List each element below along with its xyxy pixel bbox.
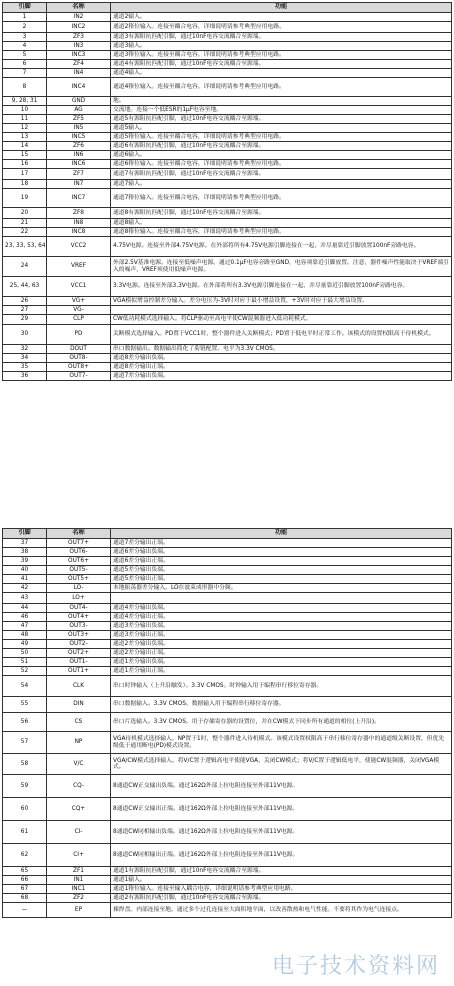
pin-number: 38 xyxy=(3,548,47,557)
table-row xyxy=(3,363,452,372)
table-row xyxy=(3,97,452,106)
pin-function: 8通道CW同相输出正端。通过162Ω外部上拉电阻连接至外部11V电源。 xyxy=(111,844,452,867)
pin-number: 60 xyxy=(3,798,47,821)
header-pin: 引脚 xyxy=(3,529,47,539)
pin-name: AG xyxy=(47,106,111,115)
table-row xyxy=(3,354,452,363)
pin-function: 通道5箝位输入。连接至耦合电容，详细说明请参考典型应用电路。 xyxy=(111,133,452,142)
table-row xyxy=(3,640,452,649)
pin-function: 通道8差分输出负端。 xyxy=(111,354,452,363)
table-row xyxy=(3,237,452,257)
table-row xyxy=(3,548,452,557)
pin-number: — xyxy=(3,903,47,918)
pin-number: 42 xyxy=(3,584,47,593)
pin-number: 25, 44, 63 xyxy=(3,277,47,297)
pin-function: 通道1有源阻抗匹配引脚，通过10nF电容交流耦合至源端。 xyxy=(111,867,452,876)
pin-number: 35 xyxy=(3,363,47,372)
pin-number: 43 xyxy=(3,593,47,604)
pin-name: INC7 xyxy=(47,189,111,208)
pin-name: OUT1- xyxy=(47,658,111,667)
table-row xyxy=(3,821,452,844)
table-row xyxy=(3,539,452,548)
pin-function: 通道1输入。 xyxy=(111,876,452,885)
pin-function: 串口数据输出。数据输出简化了菊链配置。电平为3.3V CMOS。 xyxy=(111,345,452,354)
pin-function: 通道6有源阻抗匹配引脚，通过10nF电容交流耦合至源端。 xyxy=(111,142,452,151)
table-row xyxy=(3,219,452,228)
pin-number: 54 xyxy=(3,676,47,697)
pin-function: 通道2有源阻抗匹配引脚，通过10nF电容交流耦合至源端。 xyxy=(111,894,452,903)
pin-number: 44 xyxy=(3,604,47,613)
pin-name: ZF1 xyxy=(47,867,111,876)
pin-function: 通道8输入。 xyxy=(111,219,452,228)
pin-function: 通道6差分输出负端。 xyxy=(111,548,452,557)
pin-function: 地。 xyxy=(111,97,452,106)
pin-number: 47 xyxy=(3,622,47,631)
pin-name: IN1 xyxy=(47,876,111,885)
pin-function: 通道3差分输出正端。 xyxy=(111,631,452,640)
table-row xyxy=(3,13,452,22)
pin-number: 46 xyxy=(3,613,47,622)
pin-number: 67 xyxy=(3,885,47,894)
pin-function: 8通道CW同相输出负端。通过162Ω外部上拉电阻连接至外部11V电源。 xyxy=(111,821,452,844)
pin-name: ZF7 xyxy=(47,169,111,180)
pin-name: ZF3 xyxy=(47,33,111,42)
pin-number: 61 xyxy=(3,821,47,844)
pin-name: CLK xyxy=(47,676,111,697)
pin-function: 通道7箝位输入。连接至耦合电容，详细说明请参考典型应用电路。 xyxy=(111,189,452,208)
pin-function: 通道7差分输出正端。 xyxy=(111,539,452,548)
pin-function: 通道6输入。 xyxy=(111,151,452,160)
pin-name: IN4 xyxy=(47,69,111,78)
table-row xyxy=(3,754,452,775)
pin-function: 通道3输入。 xyxy=(111,42,452,51)
pin-name: INC1 xyxy=(47,885,111,894)
table-row xyxy=(3,189,452,208)
pin-number: 52 xyxy=(3,667,47,676)
pin-number: 65 xyxy=(3,867,47,876)
pin-function: 通道1差分输出正端。 xyxy=(111,667,452,676)
pin-name: LO- xyxy=(47,584,111,593)
pin-function: 通道2输入。 xyxy=(111,13,452,22)
table-row xyxy=(3,315,452,325)
table-row xyxy=(3,60,452,69)
pin-function: 串口时钟输入（上升沿触发）。3.3V CMOS。时钟输入用于编程串行移位寄存器。 xyxy=(111,676,452,697)
pin-number: 56 xyxy=(3,713,47,732)
header-function: 功能 xyxy=(111,3,452,13)
table-row xyxy=(3,372,452,381)
pin-number: 23, 33, 53, 64 xyxy=(3,237,47,257)
pin-function xyxy=(111,306,452,315)
table-row xyxy=(3,894,452,903)
table-row xyxy=(3,345,452,354)
pin-name: IN5 xyxy=(47,124,111,133)
pin-number: 8 xyxy=(3,78,47,97)
table-row xyxy=(3,613,452,622)
pin-number: 11 xyxy=(3,115,47,124)
pin-number: 59 xyxy=(3,775,47,798)
pin-name: VG- xyxy=(47,306,111,315)
pin-number: 1 xyxy=(3,13,47,22)
pin-name: CLP xyxy=(47,315,111,325)
pin-function: VGA模拟增益控制差分输入。差分电压为-3V时对应于最小增益设置，+3V时对应于最大增益设置。 xyxy=(111,297,452,306)
pin-number: 66 xyxy=(3,876,47,885)
table-row xyxy=(3,297,452,306)
pin-number: 62 xyxy=(3,844,47,867)
pin-function: 通道5输入。 xyxy=(111,124,452,133)
pin-number: 18 xyxy=(3,180,47,189)
pin-number: 34 xyxy=(3,354,47,363)
table-row xyxy=(3,277,452,297)
pin-number: 20 xyxy=(3,208,47,219)
pin-name: CS xyxy=(47,713,111,732)
pin-number: 37 xyxy=(3,539,47,548)
table-row xyxy=(3,604,452,613)
pin-name: IN8 xyxy=(47,219,111,228)
pin-name: OUT1+ xyxy=(47,667,111,676)
pin-function: CW低功耗模式选择输入。将CLP驱动至高电平使CW混频器进入低功耗模式。 xyxy=(111,315,452,325)
pin-number: 7 xyxy=(3,69,47,78)
pin-name: OUT3+ xyxy=(47,631,111,640)
pin-name: ZF8 xyxy=(47,208,111,219)
pin-number: 14 xyxy=(3,142,47,151)
pin-function: 通道8有源阻抗匹配引脚，通过10nF电容交流耦合至源端。 xyxy=(111,208,452,219)
pin-name: INC6 xyxy=(47,160,111,169)
pin-name: IN7 xyxy=(47,180,111,189)
pin-name: ZF2 xyxy=(47,894,111,903)
pin-name: OUT5- xyxy=(47,566,111,575)
pin-name: OUT4- xyxy=(47,604,111,613)
table-row xyxy=(3,667,452,676)
pin-name: GND xyxy=(47,97,111,106)
table-row xyxy=(3,306,452,315)
table-row xyxy=(3,78,452,97)
table-row xyxy=(3,22,452,33)
pin-function: 通道2差分输出负端。 xyxy=(111,640,452,649)
pin-function: 通道2差分输出正端。 xyxy=(111,649,452,658)
pin-name: VCC2 xyxy=(47,237,111,257)
table-row xyxy=(3,325,452,345)
pin-function: 通道5差分输出负端。 xyxy=(111,566,452,575)
table-row xyxy=(3,133,452,142)
pin-number: 51 xyxy=(3,658,47,667)
pin-function: 通道3箝位输入。连接至耦合电容，详细说明请参考典型应用电路。 xyxy=(111,51,452,60)
pin-name: NP xyxy=(47,732,111,754)
pin-function: 通道4差分输出正端。 xyxy=(111,613,452,622)
table-row xyxy=(3,169,452,180)
table-header-row xyxy=(3,529,452,539)
pin-number: 40 xyxy=(3,566,47,575)
table-row xyxy=(3,885,452,894)
pin-number: 9, 28, 31 xyxy=(3,97,47,106)
pin-function: 交流地。连接一个低ESR的1μF电容至地。 xyxy=(111,106,452,115)
pin-name: OUT2+ xyxy=(47,649,111,658)
pin-function: 通道4箝位输入。连接至耦合电容，详细说明请参考典型应用电路。 xyxy=(111,78,452,97)
pin-number: 10 xyxy=(3,106,47,115)
pin-function: 通道5差分输出正端。 xyxy=(111,575,452,584)
pin-number: 2 xyxy=(3,22,47,33)
pin-function: 4.75V电源。连接至外部4.75V电源。在外部将所有4.75V电源引脚连接在一起，并尽量靠近引脚放置100nF旁路电容。 xyxy=(111,237,452,257)
pin-name: ZF5 xyxy=(47,115,111,124)
table-row xyxy=(3,713,452,732)
pin-number: 49 xyxy=(3,640,47,649)
pin-function: 8通道CW正交输出负端。通过162Ω外部上拉电阻连接至外部11V电源。 xyxy=(111,775,452,798)
pin-name: OUT7+ xyxy=(47,539,111,548)
table-row xyxy=(3,798,452,821)
pin-name: V/C xyxy=(47,754,111,775)
pin-name: EP xyxy=(47,903,111,918)
pin-name: INC4 xyxy=(47,78,111,97)
pin-function: 通道8箝位输入。连接至耦合电容，详细说明请参考典型应用电路。 xyxy=(111,228,452,237)
table-row xyxy=(3,208,452,219)
table-row xyxy=(3,593,452,604)
table-row xyxy=(3,115,452,124)
table-row xyxy=(3,557,452,566)
pin-number: 58 xyxy=(3,754,47,775)
pin-number: 19 xyxy=(3,189,47,208)
table-row xyxy=(3,775,452,798)
pin-number: 26 xyxy=(3,297,47,306)
table-row xyxy=(3,732,452,754)
table-row xyxy=(3,867,452,876)
pin-number: 21 xyxy=(3,219,47,228)
pin-number: 68 xyxy=(3,894,47,903)
pin-function: 通道7有源阻抗匹配引脚，通过10nF电容交流耦合至源端。 xyxy=(111,169,452,180)
pin-function xyxy=(111,593,452,604)
watermark: 电子技术资料网 xyxy=(271,954,440,979)
pin-number: 27 xyxy=(3,306,47,315)
pin-name: VG+ xyxy=(47,297,111,306)
pin-name: INC2 xyxy=(47,22,111,33)
pin-name: DOUT xyxy=(47,345,111,354)
pin-function: 通道6箝位输入。连接至耦合电容，详细说明请参考典型应用电路。 xyxy=(111,160,452,169)
pin-function: 3.3V电源。连接至外部3.3V电源。在外部将所有3.3V电源引脚连接在一起，并尽量靠近引脚放置100nF旁路电容。 xyxy=(111,277,452,297)
pin-function: 通道4输入。 xyxy=(111,69,452,78)
table-row xyxy=(3,42,452,51)
table-header-row xyxy=(3,3,452,13)
pin-name: IN2 xyxy=(47,13,111,22)
pin-name: OUT2- xyxy=(47,640,111,649)
pin-function: 通道3有源阻抗匹配引脚，通过10nF电容交流耦合至源端。 xyxy=(111,33,452,42)
pin-name: ZF6 xyxy=(47,142,111,151)
pin-table-1 xyxy=(2,2,452,381)
table-row xyxy=(3,903,452,918)
pin-function: 通道4差分输出负端。 xyxy=(111,604,452,613)
header-function: 功能 xyxy=(111,529,452,539)
pin-function: 通道5有源阻抗匹配引脚，通过10nF电容交流耦合至源端。 xyxy=(111,115,452,124)
table-row xyxy=(3,33,452,42)
pin-number: 16 xyxy=(3,160,47,169)
pin-number: 24 xyxy=(3,257,47,277)
pin-number: 4 xyxy=(3,42,47,51)
pin-function: 通道2箝位输入。连接至耦合电容，详细说明请参考典型应用电路。 xyxy=(111,22,452,33)
pin-number: 3 xyxy=(3,33,47,42)
pin-function: 通道1箝位输入。连接至输入耦合电容，详细说明请参考典型应用电路。 xyxy=(111,885,452,894)
pin-name: OUT3- xyxy=(47,622,111,631)
pin-function: 8通道CW正交输出正端。通过162Ω外部上拉电阻连接至外部11V电源。 xyxy=(111,798,452,821)
table-row xyxy=(3,151,452,160)
pin-name: OUT8- xyxy=(47,354,111,363)
pin-number: 15 xyxy=(3,151,47,160)
pin-number: 36 xyxy=(3,372,47,381)
pin-number: 32 xyxy=(3,345,47,354)
table-row xyxy=(3,575,452,584)
table-row xyxy=(3,631,452,640)
pin-number: 30 xyxy=(3,325,47,345)
table-row xyxy=(3,180,452,189)
pin-function: 串口数据输入。3.3V CMOS。数据输入用于编程串行移位寄存器。 xyxy=(111,697,452,713)
pin-name: IN3 xyxy=(47,42,111,51)
pin-function: VGA待机模式选择输入。NP置于1时，整个器件进入待机模式。该模式设置权限高于串行移位寄存器中的通道级关断设置，但优先级低于通用断电(PD)模式设置。 xyxy=(111,732,452,754)
table-row xyxy=(3,124,452,133)
pin-number: 13 xyxy=(3,133,47,142)
table-row xyxy=(3,160,452,169)
table-row xyxy=(3,697,452,713)
pin-function: 通道4有源阻抗匹配引脚，通过10nF电容交流耦合至源端。 xyxy=(111,60,452,69)
pin-name: CI+ xyxy=(47,844,111,867)
pin-name: OUT6+ xyxy=(47,557,111,566)
pin-name: CQ- xyxy=(47,775,111,798)
pin-number: 17 xyxy=(3,169,47,180)
pin-function: 裸焊盘。内部连接至地。通过多个过孔连接至大面积地平面，以改善散热和电气性能。不要将其作为电气连接点。 xyxy=(111,903,452,918)
table-row xyxy=(3,584,452,593)
pin-name: ZF4 xyxy=(47,60,111,69)
table-row xyxy=(3,257,452,277)
table-row xyxy=(3,566,452,575)
table-row xyxy=(3,844,452,867)
pin-function: 外部2.5V基准电源。连接至低噪声电源。通过0.1μF电容旁路至GND，电容须靠近引脚放置。注意，器件噪声性能取决于VREF端引入的噪声，VREF须使用低噪声电源。 xyxy=(111,257,452,277)
table-row xyxy=(3,676,452,697)
header-pin: 引脚 xyxy=(3,3,47,13)
pin-number: 6 xyxy=(3,60,47,69)
table-row xyxy=(3,658,452,667)
pin-name: VREF xyxy=(47,257,111,277)
table-row xyxy=(3,622,452,631)
pin-function: 通道6差分输出正端。 xyxy=(111,557,452,566)
pin-name: OUT4+ xyxy=(47,613,111,622)
pin-number: 22 xyxy=(3,228,47,237)
pin-number: 48 xyxy=(3,631,47,640)
pin-name: PD xyxy=(47,325,111,345)
pin-name: OUT6- xyxy=(47,548,111,557)
pin-name: OUT7- xyxy=(47,372,111,381)
pin-number: 12 xyxy=(3,124,47,133)
pin-table-2 xyxy=(2,528,452,918)
pin-function: 通道8差分输出正端。 xyxy=(111,363,452,372)
pin-function: 通道1差分输出负端。 xyxy=(111,658,452,667)
pin-number: 5 xyxy=(3,51,47,60)
pin-name: CI- xyxy=(47,821,111,844)
pin-name: VCC1 xyxy=(47,277,111,297)
table-row xyxy=(3,142,452,151)
pin-name: IN6 xyxy=(47,151,111,160)
pin-function: 串口片选输入。3.3V CMOS。用于存储寄存器的设置位，并在CW模式下同步所有通道的相位(上升沿)。 xyxy=(111,713,452,732)
pin-name: OUT5+ xyxy=(47,575,111,584)
pin-function: 通道7差分输出负端。 xyxy=(111,372,452,381)
pin-function: VGA/CW模式选择输入。将V/C置于逻辑高电平使能VGA，关闭CW模式；将V/C置于逻辑低电平，使能CW混频器，关闭VGA模式。 xyxy=(111,754,452,775)
pin-name: INC8 xyxy=(47,228,111,237)
pin-number: 50 xyxy=(3,649,47,658)
table-row xyxy=(3,228,452,237)
pin-function: 通道7输入。 xyxy=(111,180,452,189)
table-row xyxy=(3,876,452,885)
pin-name: DIN xyxy=(47,697,111,713)
table-row xyxy=(3,649,452,658)
pin-number: 55 xyxy=(3,697,47,713)
pin-number: 29 xyxy=(3,315,47,325)
pin-function: 本地振荡器差分输入。LO在波束成形器中分频。 xyxy=(111,584,452,593)
pin-number: 41 xyxy=(3,575,47,584)
table-row xyxy=(3,69,452,78)
pin-number: 39 xyxy=(3,557,47,566)
table-row xyxy=(3,106,452,115)
pin-name: CQ+ xyxy=(47,798,111,821)
pin-function: 关断模式选择输入。PD置于VCC1时，整个器件进入关断模式；PD置于低电平时正常工作。该模式的设置权限高于待机模式。 xyxy=(111,325,452,345)
pin-name: LO+ xyxy=(47,593,111,604)
table-row xyxy=(3,51,452,60)
header-name: 名称 xyxy=(47,529,111,539)
pin-name: OUT8+ xyxy=(47,363,111,372)
pin-function: 通道3差分输出负端。 xyxy=(111,622,452,631)
pin-name: INC3 xyxy=(47,51,111,60)
pin-name: INC5 xyxy=(47,133,111,142)
pin-number: 57 xyxy=(3,732,47,754)
header-name: 名称 xyxy=(47,3,111,13)
